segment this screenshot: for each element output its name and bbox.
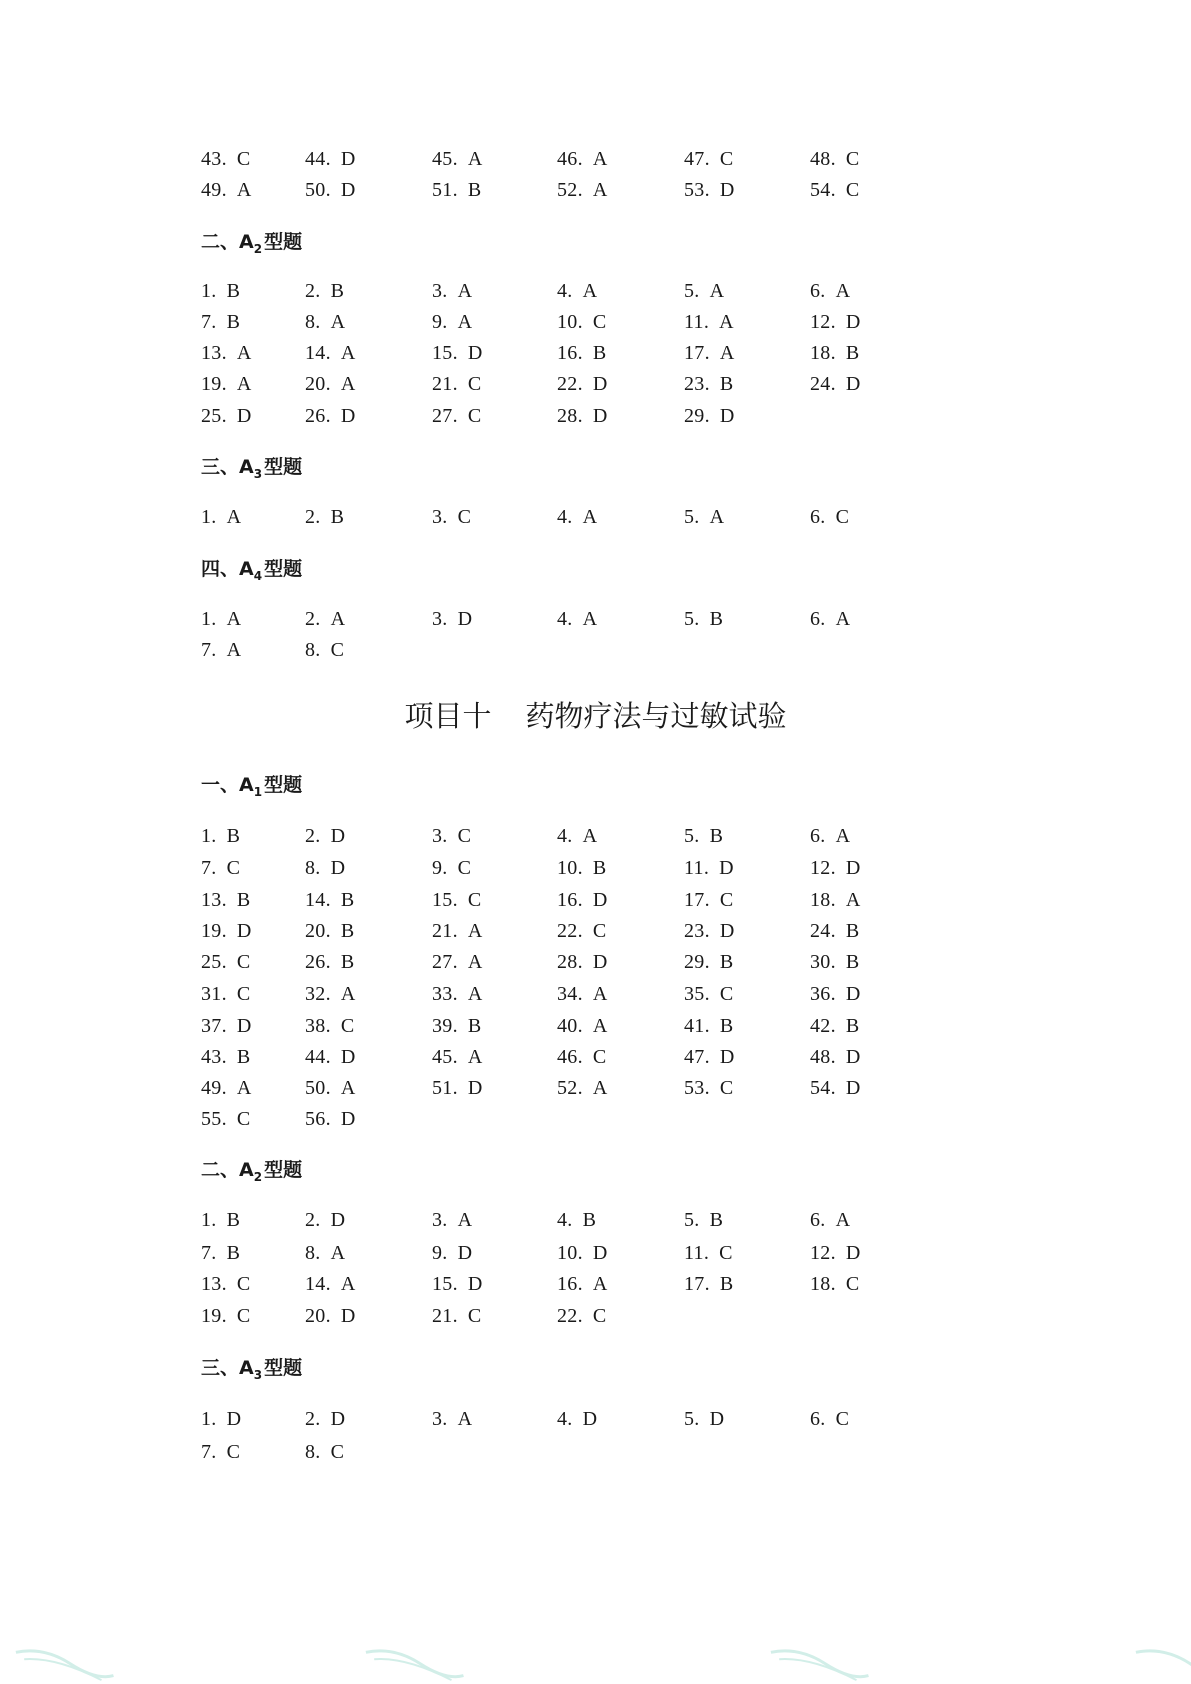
answer-item: 55. C bbox=[201, 1108, 251, 1130]
answer-item: 34. A bbox=[557, 983, 608, 1005]
answer-row bbox=[201, 823, 981, 849]
answer-item: 49. A bbox=[201, 179, 252, 201]
answer-item: 2. D bbox=[305, 1408, 346, 1430]
answer-item: 17. A bbox=[684, 342, 735, 364]
answer-item: 18. A bbox=[810, 889, 861, 911]
watermark-logo bbox=[359, 1634, 472, 1684]
project-name: 药物疗法与过敏试验 bbox=[525, 699, 787, 733]
answer-item: 6. A bbox=[810, 608, 851, 630]
answer-row bbox=[201, 637, 981, 663]
answer-item: 12. D bbox=[810, 311, 861, 333]
answer-item: 2. B bbox=[305, 506, 345, 528]
answer-item: 4. A bbox=[557, 825, 598, 847]
answer-item: 4. D bbox=[557, 1408, 598, 1430]
answer-item: 1. B bbox=[201, 1209, 241, 1231]
answer-item: 12. D bbox=[810, 857, 861, 879]
heading-suffix: 型题 bbox=[264, 1159, 303, 1181]
answer-item: 33. A bbox=[432, 983, 483, 1005]
answer-item: 54. D bbox=[810, 1077, 861, 1099]
answer-item: 44. D bbox=[305, 1046, 356, 1068]
answer-item: 18. C bbox=[810, 1273, 860, 1295]
answer-item: 1. A bbox=[201, 506, 242, 528]
answer-row bbox=[201, 1106, 981, 1132]
answer-item: 20. B bbox=[305, 920, 355, 942]
answer-item: 15. D bbox=[432, 1273, 483, 1295]
answer-item: 41. B bbox=[684, 1015, 734, 1037]
answer-row bbox=[201, 918, 981, 944]
answer-item: 6. C bbox=[810, 1408, 850, 1430]
answer-item: 51. D bbox=[432, 1077, 483, 1099]
answer-item: 16. D bbox=[557, 889, 608, 911]
answer-item: 11. D bbox=[684, 857, 734, 879]
answer-row bbox=[201, 981, 981, 1007]
answer-item: 8. D bbox=[305, 857, 346, 879]
answer-item: 37. D bbox=[201, 1015, 252, 1037]
answer-row bbox=[201, 1075, 981, 1101]
answer-item: 52. A bbox=[557, 1077, 608, 1099]
answer-item: 4. A bbox=[557, 506, 598, 528]
answer-item: 3. D bbox=[432, 608, 473, 630]
answer-item: 6. A bbox=[810, 825, 851, 847]
answer-item: 28. D bbox=[557, 405, 608, 427]
answer-item: 9. C bbox=[432, 857, 472, 879]
answer-item: 29. B bbox=[684, 951, 734, 973]
answer-row bbox=[201, 1240, 981, 1266]
answer-item: 5. A bbox=[684, 280, 725, 302]
answer-item: 24. B bbox=[810, 920, 860, 942]
answer-item: 10. D bbox=[557, 1242, 608, 1264]
answer-item: 21. C bbox=[432, 373, 482, 395]
answer-item: 3. A bbox=[432, 1408, 473, 1430]
answer-item: 5. B bbox=[684, 1209, 724, 1231]
answer-item: 23. D bbox=[684, 920, 735, 942]
answer-item: 7. C bbox=[201, 1441, 241, 1463]
answer-row bbox=[201, 340, 981, 366]
answer-item: 53. D bbox=[684, 179, 735, 201]
heading-prefix: 一、A bbox=[201, 774, 254, 796]
answer-item: 1. A bbox=[201, 608, 242, 630]
heading-subscript: 3 bbox=[253, 1368, 263, 1382]
answer-item: 2. D bbox=[305, 1209, 346, 1231]
answer-row bbox=[201, 278, 981, 304]
answer-item: 20. D bbox=[305, 1305, 356, 1327]
answer-item: 3. C bbox=[432, 506, 472, 528]
answer-item: 53. C bbox=[684, 1077, 734, 1099]
answer-row bbox=[201, 1271, 981, 1297]
heading-prefix: 三、A bbox=[201, 456, 254, 478]
answer-item: 8. C bbox=[305, 1441, 345, 1463]
answer-item: 20. A bbox=[305, 373, 356, 395]
answer-row bbox=[201, 177, 981, 203]
answer-item: 8. A bbox=[305, 311, 346, 333]
answer-item: 22. C bbox=[557, 920, 607, 942]
watermark-logo bbox=[1129, 1634, 1191, 1684]
section-heading bbox=[201, 1158, 302, 1184]
answer-item: 7. A bbox=[201, 639, 242, 661]
answer-item: 39. B bbox=[432, 1015, 482, 1037]
answer-item: 19. A bbox=[201, 373, 252, 395]
answer-item: 28. D bbox=[557, 951, 608, 973]
answer-item: 3. C bbox=[432, 825, 472, 847]
answer-item: 47. D bbox=[684, 1046, 735, 1068]
answer-item: 7. B bbox=[201, 311, 241, 333]
answer-item: 47. C bbox=[684, 148, 734, 170]
answer-item: 36. D bbox=[810, 983, 861, 1005]
answer-item: 7. C bbox=[201, 857, 241, 879]
heading-suffix: 型题 bbox=[264, 456, 303, 478]
watermark-logo bbox=[764, 1634, 877, 1684]
answer-item: 40. A bbox=[557, 1015, 608, 1037]
answer-item: 46. C bbox=[557, 1046, 607, 1068]
answer-row bbox=[201, 1406, 981, 1432]
answer-item: 9. A bbox=[432, 311, 473, 333]
answer-item: 50. D bbox=[305, 179, 356, 201]
answer-item: 24. D bbox=[810, 373, 861, 395]
answer-item: 9. D bbox=[432, 1242, 473, 1264]
project-title bbox=[0, 696, 1191, 736]
heading-subscript: 2 bbox=[253, 242, 263, 256]
answer-item: 35. C bbox=[684, 983, 734, 1005]
answer-item: 17. B bbox=[684, 1273, 734, 1295]
answer-item: 25. D bbox=[201, 405, 252, 427]
section-heading bbox=[201, 557, 302, 583]
answer-item: 52. A bbox=[557, 179, 608, 201]
answer-row bbox=[201, 371, 981, 397]
heading-prefix: 四、A bbox=[201, 558, 254, 580]
answer-item: 16. A bbox=[557, 1273, 608, 1295]
answer-item: 22. D bbox=[557, 373, 608, 395]
answer-item: 14. A bbox=[305, 1273, 356, 1295]
answer-item: 11. C bbox=[684, 1242, 733, 1264]
section-heading bbox=[201, 773, 302, 799]
answer-item: 14. B bbox=[305, 889, 355, 911]
answer-item: 6. A bbox=[810, 280, 851, 302]
answer-item: 4. A bbox=[557, 280, 598, 302]
answer-item: 26. D bbox=[305, 405, 356, 427]
answer-item: 2. B bbox=[305, 280, 345, 302]
section-heading bbox=[201, 455, 302, 481]
answer-item: 19. D bbox=[201, 920, 252, 942]
answer-item: 25. C bbox=[201, 951, 251, 973]
answer-item: 50. A bbox=[305, 1077, 356, 1099]
answer-item: 54. C bbox=[810, 179, 860, 201]
watermark-logo bbox=[9, 1634, 122, 1684]
answer-item: 45. A bbox=[432, 148, 483, 170]
answer-row bbox=[201, 606, 981, 632]
answer-item: 32. A bbox=[305, 983, 356, 1005]
answer-item: 17. C bbox=[684, 889, 734, 911]
answer-row bbox=[201, 949, 981, 975]
answer-item: 13. C bbox=[201, 1273, 251, 1295]
answer-item: 1. D bbox=[201, 1408, 242, 1430]
answer-item: 51. B bbox=[432, 179, 482, 201]
answer-item: 12. D bbox=[810, 1242, 861, 1264]
answer-item: 11. A bbox=[684, 311, 734, 333]
answer-item: 13. A bbox=[201, 342, 252, 364]
answer-item: 21. A bbox=[432, 920, 483, 942]
answer-item: 44. D bbox=[305, 148, 356, 170]
answer-item: 6. C bbox=[810, 506, 850, 528]
answer-item: 6. A bbox=[810, 1209, 851, 1231]
heading-prefix: 二、A bbox=[201, 1159, 254, 1181]
answer-item: 13. B bbox=[201, 889, 251, 911]
heading-suffix: 型题 bbox=[264, 1357, 303, 1379]
answer-item: 5. D bbox=[684, 1408, 725, 1430]
answer-row bbox=[201, 403, 981, 429]
answer-item: 4. A bbox=[557, 608, 598, 630]
answer-item: 7. B bbox=[201, 1242, 241, 1264]
answer-row bbox=[201, 855, 981, 881]
answer-row bbox=[201, 146, 981, 172]
answer-item: 5. B bbox=[684, 825, 724, 847]
project-label: 项目十 bbox=[404, 699, 492, 733]
answer-row bbox=[201, 1207, 981, 1233]
answer-row bbox=[201, 1013, 981, 1039]
answer-item: 43. B bbox=[201, 1046, 251, 1068]
heading-subscript: 3 bbox=[253, 467, 263, 481]
answer-item: 16. B bbox=[557, 342, 607, 364]
answer-item: 3. A bbox=[432, 1209, 473, 1231]
answer-item: 3. A bbox=[432, 280, 473, 302]
section-heading bbox=[201, 230, 302, 256]
heading-suffix: 型题 bbox=[264, 774, 303, 796]
answer-item: 5. A bbox=[684, 506, 725, 528]
answer-item: 8. A bbox=[305, 1242, 346, 1264]
answer-item: 15. D bbox=[432, 342, 483, 364]
answer-row bbox=[201, 309, 981, 335]
answer-item: 31. C bbox=[201, 983, 251, 1005]
heading-suffix: 型题 bbox=[264, 558, 303, 580]
answer-item: 15. C bbox=[432, 889, 482, 911]
answer-item: 29. D bbox=[684, 405, 735, 427]
answer-item: 10. C bbox=[557, 311, 607, 333]
answer-item: 30. B bbox=[810, 951, 860, 973]
answer-row bbox=[201, 1044, 981, 1070]
heading-subscript: 1 bbox=[253, 785, 263, 799]
answer-item: 23. B bbox=[684, 373, 734, 395]
answer-row bbox=[201, 1303, 981, 1329]
answer-item: 56. D bbox=[305, 1108, 356, 1130]
answer-item: 10. B bbox=[557, 857, 607, 879]
answer-item: 8. C bbox=[305, 639, 345, 661]
answer-row bbox=[201, 887, 981, 913]
answer-item: 5. B bbox=[684, 608, 724, 630]
section-heading bbox=[201, 1356, 302, 1382]
answer-item: 21. C bbox=[432, 1305, 482, 1327]
answer-item: 2. D bbox=[305, 825, 346, 847]
answer-row bbox=[201, 504, 981, 530]
answer-item: 2. A bbox=[305, 608, 346, 630]
heading-prefix: 二、A bbox=[201, 231, 254, 253]
heading-suffix: 型题 bbox=[264, 231, 303, 253]
heading-prefix: 三、A bbox=[201, 1357, 254, 1379]
answer-item: 19. C bbox=[201, 1305, 251, 1327]
answer-item: 42. B bbox=[810, 1015, 860, 1037]
answer-row bbox=[201, 1439, 981, 1465]
answer-item: 1. B bbox=[201, 280, 241, 302]
answer-item: 27. C bbox=[432, 405, 482, 427]
answer-item: 1. B bbox=[201, 825, 241, 847]
heading-subscript: 4 bbox=[253, 569, 263, 583]
answer-item: 22. C bbox=[557, 1305, 607, 1327]
answer-item: 48. C bbox=[810, 148, 860, 170]
answer-item: 26. B bbox=[305, 951, 355, 973]
answer-item: 45. A bbox=[432, 1046, 483, 1068]
answer-item: 14. A bbox=[305, 342, 356, 364]
answer-item: 27. A bbox=[432, 951, 483, 973]
answer-item: 49. A bbox=[201, 1077, 252, 1099]
answer-item: 4. B bbox=[557, 1209, 597, 1231]
answer-item: 38. C bbox=[305, 1015, 355, 1037]
answer-item: 48. D bbox=[810, 1046, 861, 1068]
answer-item: 46. A bbox=[557, 148, 608, 170]
answer-item: 43. C bbox=[201, 148, 251, 170]
heading-subscript: 2 bbox=[253, 1170, 263, 1184]
answer-item: 18. B bbox=[810, 342, 860, 364]
